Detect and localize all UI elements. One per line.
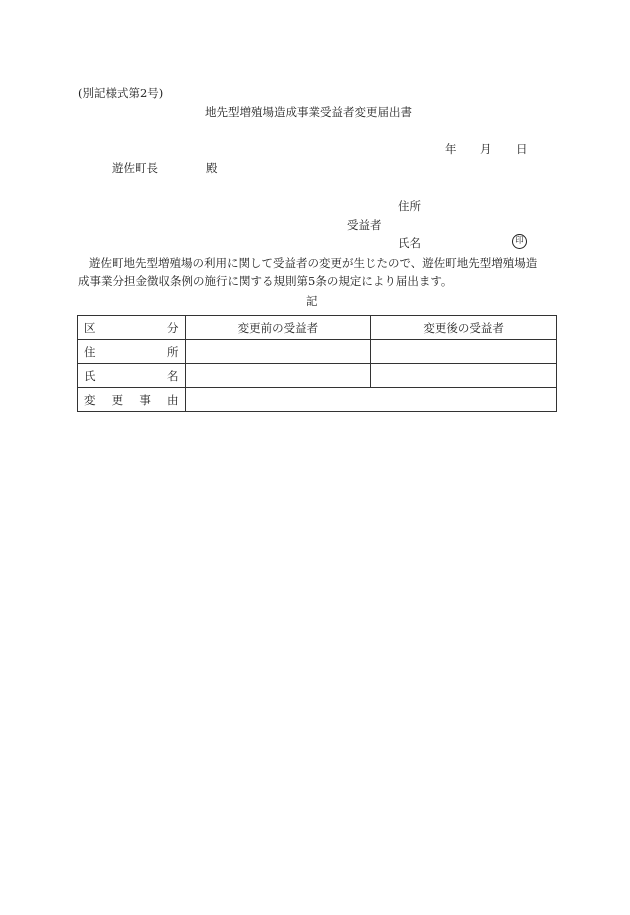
document-title: 地先型増殖場造成事業受益者変更届出書 bbox=[205, 105, 412, 119]
header-category: 区 分 bbox=[78, 316, 186, 340]
row-label-name: 氏 名 bbox=[78, 364, 186, 388]
applicant-role-label: 受益者 bbox=[347, 218, 382, 232]
applicant-address-label: 住所 bbox=[398, 199, 421, 213]
header-after: 変更後の受益者 bbox=[371, 316, 557, 340]
date-day-label: 日 bbox=[516, 142, 528, 156]
body-line: 成事業分担金徴収条例の施行に関する規則第5条の規定により届出ます。 bbox=[78, 274, 453, 288]
body-paragraph bbox=[78, 254, 562, 290]
table-row-name bbox=[78, 364, 557, 388]
row-label-reason: 変 更 事 由 bbox=[78, 388, 186, 412]
address-before-cell[interactable] bbox=[185, 340, 371, 364]
reason-cell[interactable] bbox=[185, 388, 556, 412]
row-label-address: 住 所 bbox=[78, 340, 186, 364]
address-after-cell[interactable] bbox=[371, 340, 557, 364]
form-number-label: (別記様式第2号) bbox=[78, 86, 164, 100]
date-year-label: 年 bbox=[445, 142, 457, 156]
table-row-reason bbox=[78, 388, 557, 412]
applicant-name-label: 氏名 bbox=[398, 236, 421, 250]
name-before-cell[interactable] bbox=[185, 364, 371, 388]
header-before: 変更前の受益者 bbox=[185, 316, 371, 340]
seal-mark: 印 bbox=[512, 234, 527, 249]
table-header-row bbox=[78, 316, 557, 340]
table-row-address bbox=[78, 340, 557, 364]
addressee-honorific: 殿 bbox=[206, 161, 218, 175]
ki-label: 記 bbox=[306, 294, 318, 308]
addressee-name: 遊佐町長 bbox=[112, 161, 158, 175]
body-line: 遊佐町地先型増殖場の利用に関して受益者の変更が生じたので、遊佐町地先型増殖場造 bbox=[89, 256, 538, 270]
date-month-label: 月 bbox=[480, 142, 492, 156]
change-record-table bbox=[77, 315, 557, 412]
name-after-cell[interactable] bbox=[371, 364, 557, 388]
